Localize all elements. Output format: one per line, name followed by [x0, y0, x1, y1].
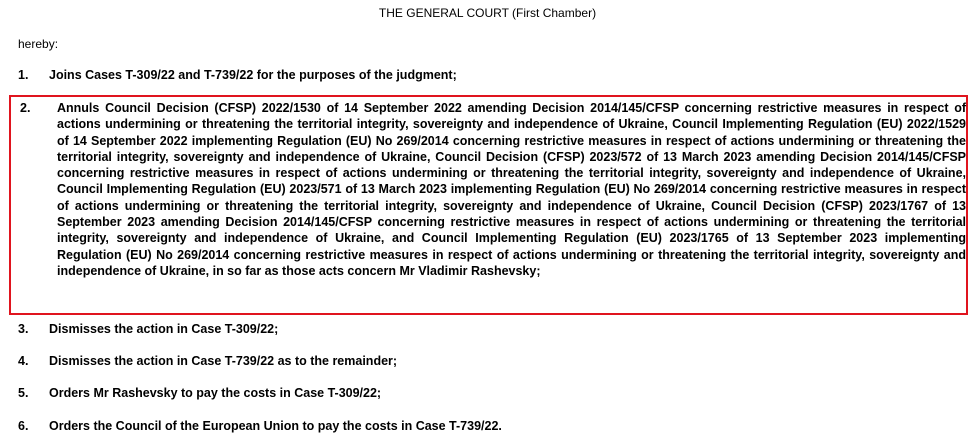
operative-part-5 [18, 386, 381, 400]
item-text: Orders Mr Rashevsky to pay the costs in Case T-309/22; [49, 386, 382, 400]
court-header: THE GENERAL COURT (First Chamber) [378, 6, 597, 20]
item-number: 3. [18, 322, 29, 336]
item-text: Orders the Council of the European Union to pay the costs in Case T-739/22. [49, 419, 502, 433]
item-text: Annuls Council Decision (CFSP) 2022/1530 of 14 September 2022 amending Decision 2014/145/CFSP concerning restrictive measures in respect of actions undermining or threatening the territorial integrity, sovereignty and independence of Ukraine, Council Implementing Regulation (EU) 2022/1529 of 14 September 2022 implementing Regulation (EU) No 269/2014 concerning restrictive measures in respect of actions undermining or threatening the territorial integrity, sovereignty and independence of Ukraine, Council Decision (CFSP) 2023/572 of 13 March 2023 amending Decision 2014/145/CFSP concerning restrictive measures in respect of actions undermining or threatening the territorial integrity, sovereignty and independence of Ukraine, Council Implementing Regulation (EU) 2023/571 of 13 March 2023 implementing Regulation (EU) No 269/2014 concerning restrictive measures in respect of actions undermining or threatening the territorial integrity, sovereignty and independence of Ukraine, Council Decision (CFSP) 2023/1767 of 13 September 2023 amending Decision 2014/145/CFSP concerning restrictive measures in respect of actions undermining or threatening the territorial integrity, sovereignty and independence of Ukraine, and Council Implementing Regulation (EU) 2023/1765 of 13 September 2023 implementing Regulation (EU) No 269/2014 concerning restrictive measures in respect of actions undermining or threatening the territorial integrity, sovereignty and independence of Ukraine, in so far as those acts concern Mr Vladimir Rashevsky; [57, 101, 966, 278]
item-number: 4. [18, 354, 29, 368]
operative-part-6 [18, 419, 502, 433]
intro-text: hereby: [18, 37, 59, 51]
item-text: Dismisses the action in Case T-309/22; [49, 322, 279, 336]
item-text: Joins Cases T-309/22 and T-739/22 for the purposes of the judgment; [49, 68, 457, 82]
operative-part-4 [18, 354, 397, 368]
item-number: 2. [20, 101, 31, 115]
item-number: 1. [18, 68, 29, 82]
highlighted-operative-part-2 [9, 95, 968, 315]
operative-part-1 [18, 68, 457, 82]
item-text: Dismisses the action in Case T-739/22 as to the remainder; [49, 354, 398, 368]
item-number: 5. [18, 386, 29, 400]
operative-part-3 [18, 322, 278, 336]
item-number: 6. [18, 419, 29, 433]
